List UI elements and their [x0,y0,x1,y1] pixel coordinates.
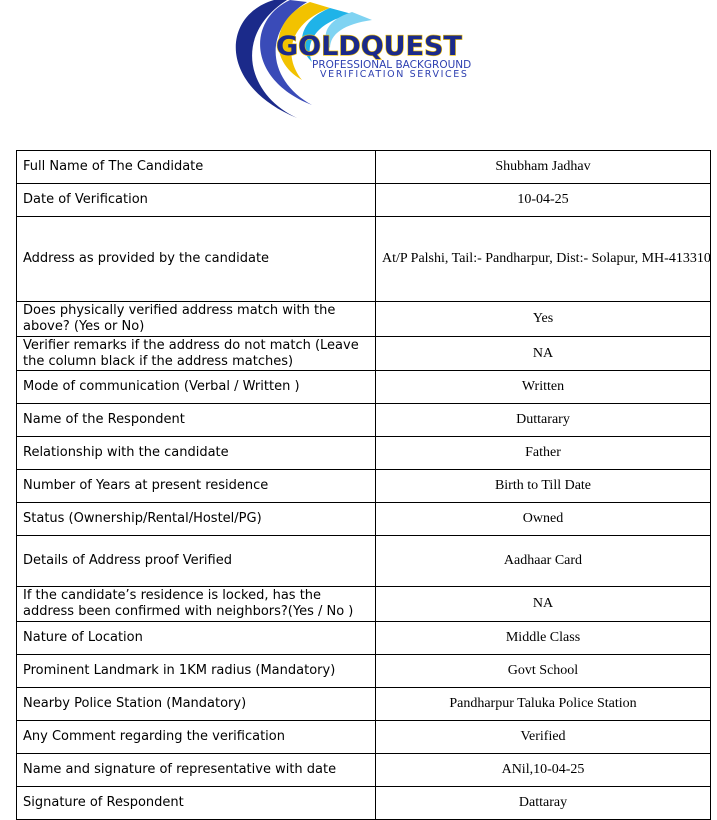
table-row [17,217,711,302]
logo-brand-text: GOLDQUEST [276,31,462,62]
table-row [17,688,711,721]
field-label: Date of Verification [17,184,376,217]
logo-tagline-1: PROFESSIONAL BACKGROUND [312,59,472,71]
field-value: ANil,10-04-25 [376,754,711,787]
table-row [17,437,711,470]
field-label: Any Comment regarding the verification [17,721,376,754]
logo-tagline-2: VERIFICATION SERVICES [320,69,469,80]
table-row [17,404,711,437]
goldquest-logo [212,0,522,120]
field-value: Shubham Jadhav [376,151,711,184]
table-row [17,184,711,217]
field-value: Pandharpur Taluka Police Station [376,688,711,721]
field-value: Written [376,371,711,404]
field-label: Relationship with the candidate [17,437,376,470]
field-value: NA [376,587,711,622]
field-label: Details of Address proof Verified [17,536,376,587]
field-label: Mode of communication (Verbal / Written ) [17,371,376,404]
verification-table [16,150,711,820]
field-label: Verifier remarks if the address do not match (Leave the column black if the address matches) [17,337,376,371]
table-row [17,503,711,536]
table-row [17,587,711,622]
table-row [17,655,711,688]
table-row [17,721,711,754]
field-label: If the candidate’s residence is locked, has the address been confirmed with neighbors?(Yes / No ) [17,587,376,622]
field-value: 10-04-25 [376,184,711,217]
field-value: Yes [376,302,711,337]
table-row [17,151,711,184]
logo-graphic [212,0,522,120]
field-value: Aadhaar Card [376,536,711,587]
field-value: NA [376,337,711,371]
field-value: Father [376,437,711,470]
field-label: Number of Years at present residence [17,470,376,503]
field-value: Owned [376,503,711,536]
field-label: Nature of Location [17,622,376,655]
verification-rows [17,151,711,820]
field-value: Duttarary [376,404,711,437]
field-value: Birth to Till Date [376,470,711,503]
field-label: Does physically verified address match with the above? (Yes or No) [17,302,376,337]
table-row [17,536,711,587]
field-value: At/P Palshi, Tail:- Pandharpur, Dist:- Solapur, MH-413310 [376,217,711,302]
table-row [17,622,711,655]
field-value: Middle Class [376,622,711,655]
field-label: Name and signature of representative with date [17,754,376,787]
field-label: Status (Ownership/Rental/Hostel/PG) [17,503,376,536]
field-label: Full Name of The Candidate [17,151,376,184]
field-label: Address as provided by the candidate [17,217,376,302]
field-label: Nearby Police Station (Mandatory) [17,688,376,721]
table-row [17,470,711,503]
field-label: Prominent Landmark in 1KM radius (Mandatory) [17,655,376,688]
table-row [17,337,711,371]
table-row [17,371,711,404]
field-label: Signature of Respondent [17,787,376,820]
table-row [17,754,711,787]
table-row [17,302,711,337]
field-value: Verified [376,721,711,754]
field-value: Govt School [376,655,711,688]
field-value: Dattaray [376,787,711,820]
field-label: Name of the Respondent [17,404,376,437]
